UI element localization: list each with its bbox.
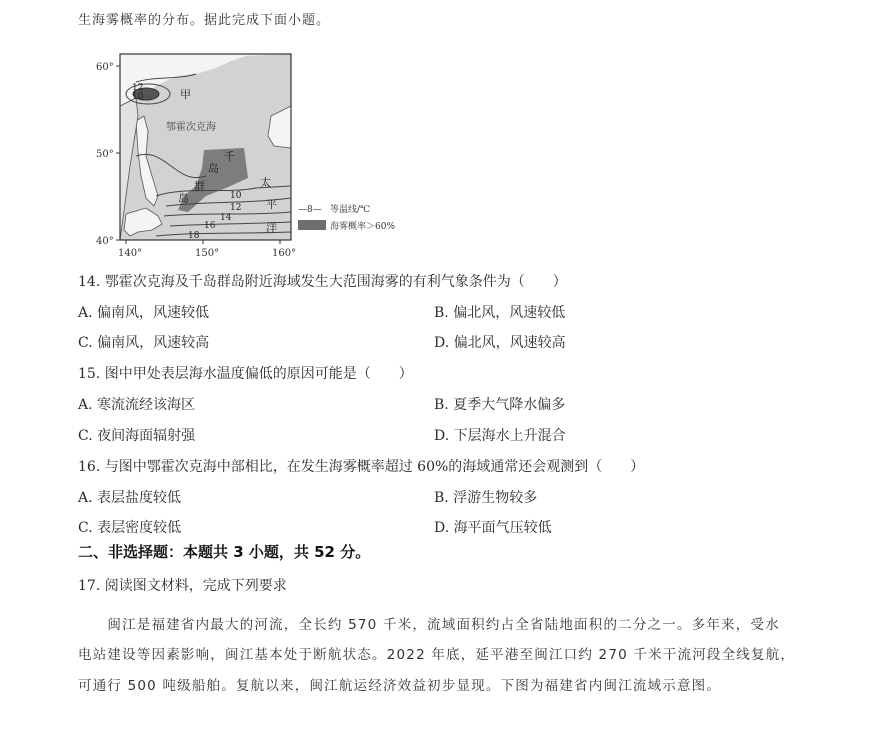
section-heading: 二、非选择题：本题共 3 小题，共 52 分。 <box>78 543 371 561</box>
svg-text:岛: 岛 <box>208 162 219 175</box>
question-14-option-c: C. 偏南风，风速较高 <box>78 335 210 351</box>
question-15-option-d: D. 下层海水上升混合 <box>434 428 566 444</box>
sea-name-label: 鄂霍次克海 <box>166 122 216 133</box>
question-16-option-a: A. 表层盐度较低 <box>78 490 182 506</box>
svg-text:18: 18 <box>188 231 200 241</box>
svg-text:14: 14 <box>220 213 232 223</box>
svg-text:千: 千 <box>224 150 235 163</box>
svg-text:—8—: —8— <box>298 205 322 215</box>
material-paragraph-line-3: 可通行 500 吨级船舶。复航以来，闽江航运经济效益初步显现。下图为福建省内闽江流域示意图。 <box>78 678 722 694</box>
question-15-option-b: B. 夏季大气降水偏多 <box>434 397 566 413</box>
svg-text:平: 平 <box>266 198 277 211</box>
svg-text:等温线/℃: 等温线/℃ <box>330 205 371 215</box>
lat-50-label: 50° <box>96 149 114 160</box>
svg-text:16: 16 <box>204 221 216 231</box>
svg-text:群: 群 <box>194 180 205 193</box>
svg-text:洋: 洋 <box>266 221 277 234</box>
question-14-option-b: B. 偏北风，风速较低 <box>434 305 566 321</box>
question-16-stem: 16. 与图中鄂霍次克海中部相比，在发生海雾概率超过 60%的海域通常还会观测到（ ） <box>78 459 645 475</box>
lon-150-label: 150° <box>195 248 220 259</box>
question-16-option-d: D. 海平面气压较低 <box>434 520 552 536</box>
question-14-option-a: A. 偏南风，风速较低 <box>78 305 210 321</box>
material-paragraph-line-1: 闽江是福建省内最大的河流，全长约 570 千米，流域面积约占全省陆地面积的二分之一。多年来，受水 <box>78 617 780 633</box>
material-paragraph-line-2: 电站建设等因素影响，闽江基本处于断航状态。2022 年底，延平港至闽江口约 270 千米干流河段全线复航， <box>78 647 796 663</box>
question-15-option-c: C. 夜间海面辐射强 <box>78 428 196 444</box>
question-16-option-c: C. 表层密度较低 <box>78 520 182 536</box>
question-17-stem: 17. 阅读图文材料，完成下列要求 <box>78 578 287 594</box>
map-legend <box>298 203 395 232</box>
jia-label: 甲 <box>180 88 191 101</box>
sea-fog-map <box>96 46 426 268</box>
svg-text:岛: 岛 <box>178 192 189 205</box>
svg-text:太: 太 <box>260 176 271 189</box>
question-14-stem: 14. 鄂霍次克海及千岛群岛附近海域发生大范围海雾的有利气象条件为（ ） <box>78 274 567 290</box>
question-14-option-d: D. 偏北风，风速较高 <box>434 335 566 351</box>
svg-text:12: 12 <box>230 203 242 213</box>
svg-text:12: 12 <box>132 83 144 93</box>
intro-text: 生海雾概率的分布。据此完成下面小题。 <box>78 13 331 28</box>
question-15-stem: 15. 图中甲处表层海水温度偏低的原因可能是（ ） <box>78 366 413 382</box>
question-15-option-a: A. 寒流流经该海区 <box>78 397 196 413</box>
lon-160-label: 160° <box>272 248 297 259</box>
lat-40-label: 40° <box>96 236 114 247</box>
fog-legend-swatch <box>298 220 326 230</box>
question-16-option-b: B. 浮游生物较多 <box>434 490 538 506</box>
svg-text:10: 10 <box>230 191 242 201</box>
lon-140-label: 140° <box>118 248 143 259</box>
lat-60-label: 60° <box>96 62 114 73</box>
svg-text:10: 10 <box>132 92 144 102</box>
svg-text:海雾概率＞60%: 海雾概率＞60% <box>330 222 396 232</box>
